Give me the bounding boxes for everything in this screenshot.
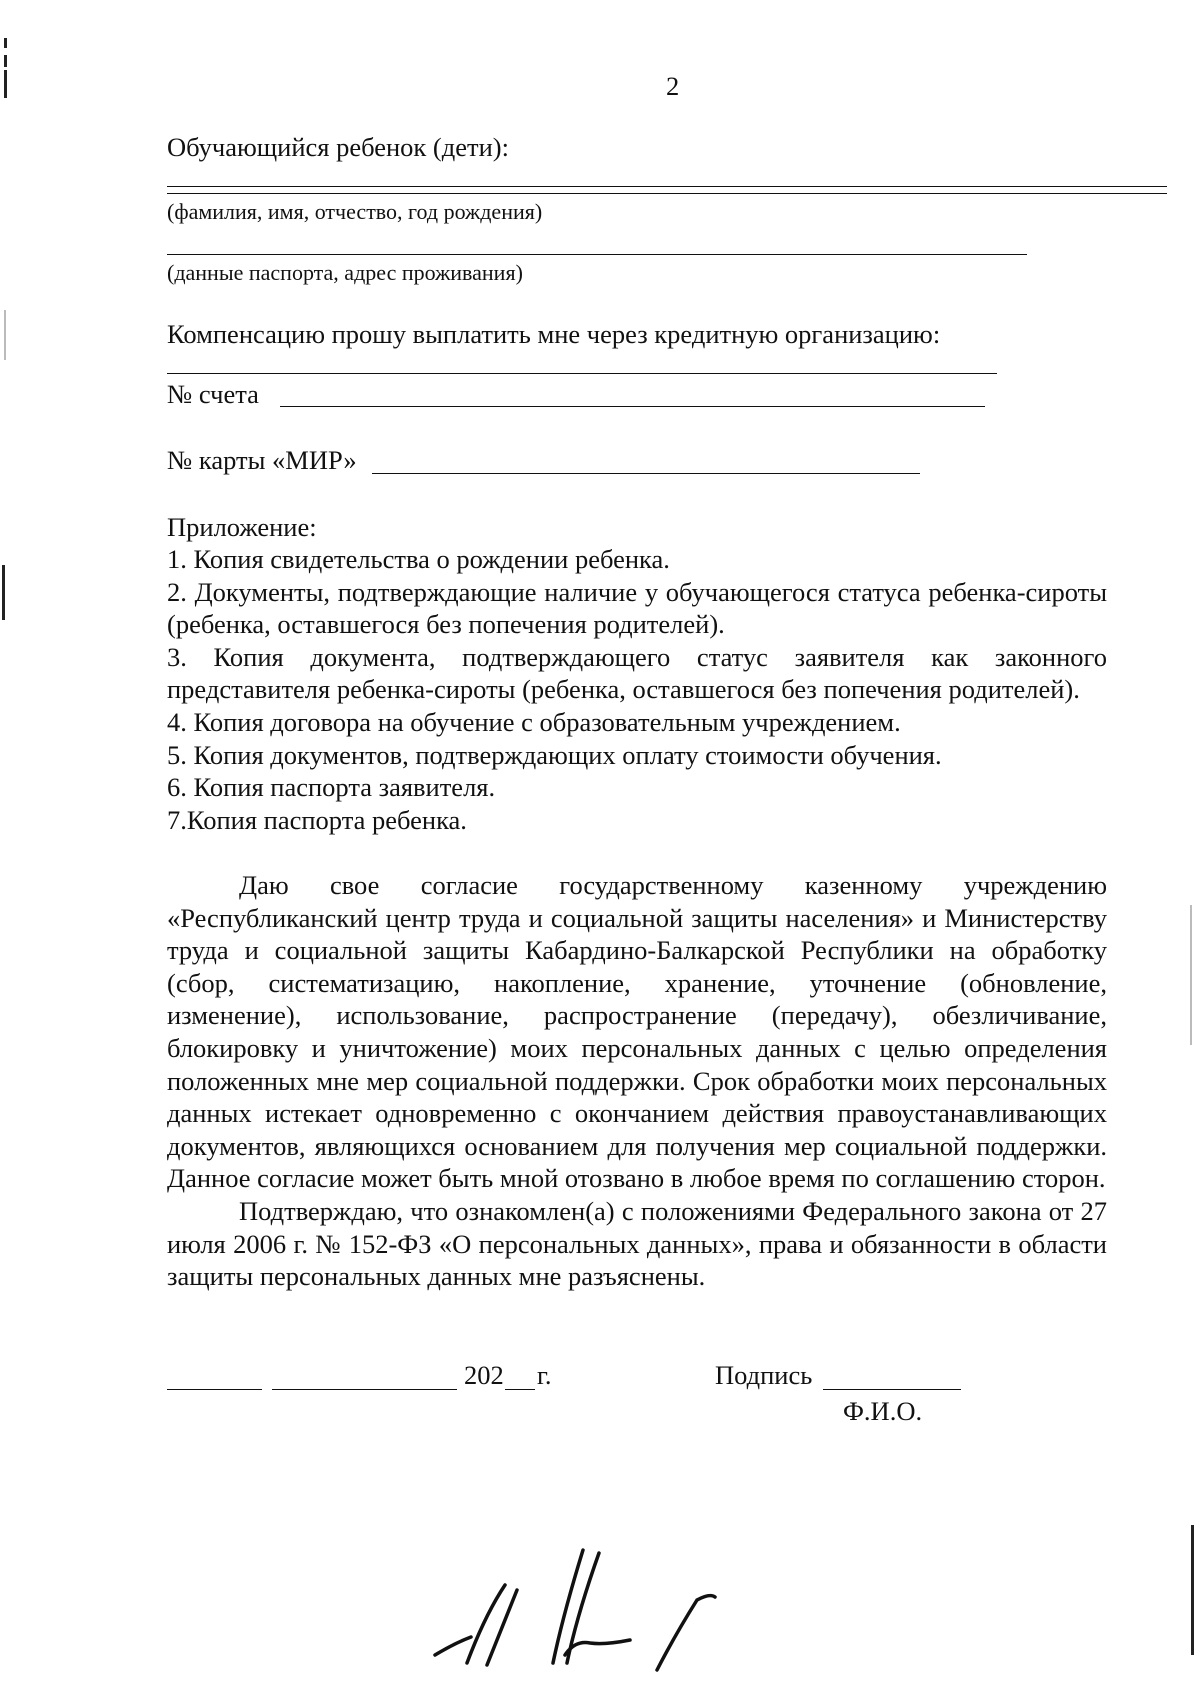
scan-mark: [4, 310, 6, 360]
attachment-item: 5. Копия документов, подтверждающих оплату стоимости обучения.: [167, 739, 942, 770]
passport-field-line[interactable]: [167, 254, 1027, 255]
attachment-item: 2. Документы, подтверждающие наличие у обучающегося статуса ребенка-сироты (ребенка, оставшегося без попечения родителей).: [167, 576, 1107, 640]
date-year: 202: [464, 1360, 504, 1390]
name-field-line[interactable]: [167, 193, 1167, 194]
scan-mark: [4, 55, 7, 67]
scan-mark: [1191, 1525, 1194, 1655]
date-year-line[interactable]: [505, 1389, 535, 1390]
attachments-list: [167, 543, 1107, 836]
scan-mark: [2, 565, 5, 620]
account-field-line[interactable]: [280, 406, 985, 407]
scan-mark: [4, 38, 7, 48]
consent-block: [167, 869, 1107, 1293]
attachment-item: 1. Копия свидетельства о рождении ребенка.: [167, 544, 670, 574]
passport-field-hint: (данные паспорта, адрес проживания): [167, 260, 523, 285]
handwritten-signature: [425, 1545, 725, 1685]
scan-mark: [4, 70, 7, 98]
attachment-item: 4. Копия договора на обучение с образовательным учреждением.: [167, 706, 901, 737]
date-suffix: г.: [537, 1360, 552, 1390]
confirm-paragraph: Подтверждаю, что ознакомлен(а) с положениями Федерального закона от 27 июля 2006 г. № 152-ФЗ «О персональных данных», права и обязанности в области защиты персональных данных мне разъяснены.: [167, 1195, 1107, 1292]
attachment-item: 6. Копия паспорта заявителя.: [167, 772, 496, 803]
account-label: № счета: [167, 379, 259, 409]
bank-field-line[interactable]: [167, 373, 997, 374]
name-field-hint: (фамилия, имя, отчество, год рождения): [167, 199, 543, 224]
date-day-line[interactable]: [167, 1389, 262, 1390]
card-label: № карты «МИР»: [167, 445, 357, 475]
attachment-item: 3. Копия документа, подтверждающего статус заявителя как законного представителя ребенка-сироты (ребенка, оставшегося без попечения родителей).: [167, 641, 1107, 705]
scan-mark: [1190, 905, 1192, 1045]
fio-label: Ф.И.О.: [843, 1396, 923, 1426]
signature-label: Подпись: [715, 1360, 813, 1390]
name-field-line[interactable]: [167, 186, 1167, 187]
attachments-title: Приложение:: [167, 512, 317, 542]
compensation-text: Компенсацию прошу выплатить мне через кредитную организацию:: [167, 319, 941, 349]
page-number: 2: [666, 71, 680, 101]
card-field-line[interactable]: [372, 473, 920, 474]
signature-line[interactable]: [823, 1389, 961, 1390]
attachment-item: 7.Копия паспорта ребенка.: [167, 804, 467, 835]
date-month-line[interactable]: [272, 1389, 457, 1390]
child-heading: Обучающийся ребенок (дети):: [167, 132, 509, 162]
consent-paragraph: Даю свое согласие государственному казенному учреждению «Республиканский центр труда и социальной защиты населения» и Министерству труда и социальной защиты Кабардино-Балкарской Республики на обработку (сбор, систематизацию, накопление, хранение, уточнение (обновление, изменение), использование, распространение (передачу), обезличивание, блокировку и уничтожение) моих персональных данных с целью определения положенных мне мер социальной поддержки. Срок обработки моих персональных данных истекает одновременно с окончанием действия правоустанавливающих документов, являющихся основанием для получения мер социальной поддержки. Данное согласие может быть мной отозвано в любое время по соглашению сторон.: [167, 870, 1107, 1194]
